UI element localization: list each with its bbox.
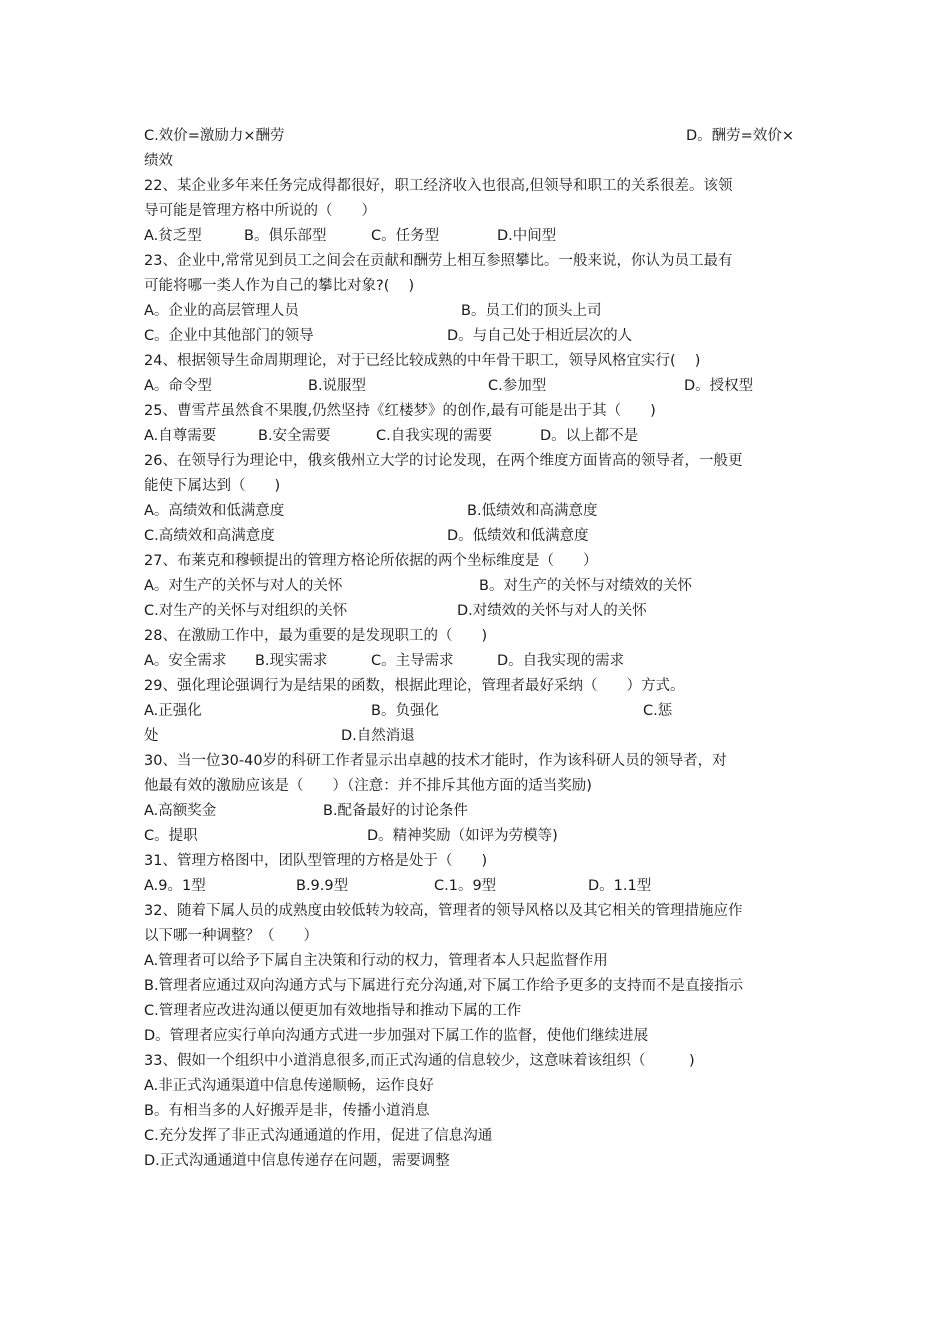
- answer-option: A。命令型: [144, 378, 212, 394]
- answer-option: B。有相当多的人好搬弄是非，传播小道消息: [144, 1103, 430, 1119]
- answer-option: C。任务型: [371, 228, 440, 244]
- answer-option: D。与自己处于相近层次的人: [447, 328, 633, 344]
- answer-option: C.对生产的关怀与对组织的关怀: [144, 603, 348, 619]
- text-line: 处: [144, 728, 159, 744]
- answer-option: C.惩: [643, 703, 673, 719]
- answer-option: B.现实需求: [255, 653, 328, 669]
- answer-option: C.1。9型: [434, 878, 497, 894]
- answer-option: D。1.1型: [588, 878, 652, 894]
- answer-option: C.效价=激励力×酬劳: [144, 128, 285, 144]
- answer-option: B.配备最好的讨论条件: [323, 803, 469, 819]
- answer-option: B.管理者应通过双向沟通方式与下属进行充分沟通,对下属工作给予更多的支持而不是直接指示: [144, 978, 744, 994]
- answer-option: C.自我实现的需要: [376, 428, 493, 444]
- answer-option: C.参加型: [488, 378, 547, 394]
- question-text-line: 31、管理方格图中，团队型管理的方格是处于（ ): [144, 853, 488, 869]
- answer-option: D。管理者应实行单向沟通方式进一步加强对下属工作的监督，使他们继续进展: [144, 1028, 649, 1044]
- answer-option: C。主导需求: [371, 653, 454, 669]
- answer-option: B。俱乐部型: [244, 228, 327, 244]
- answer-option: C.管理者应改进沟通以便更加有效地指导和推动下属的工作: [144, 1003, 522, 1019]
- answer-option: D。低绩效和低满意度: [447, 528, 589, 544]
- question-text-line: 27、布莱克和穆顿提出的管理方格论所依据的两个坐标维度是（ ）: [144, 553, 598, 569]
- answer-option: A。高绩效和低满意度: [144, 503, 285, 519]
- answer-option: B。对生产的关怀与对绩效的关怀: [479, 578, 692, 594]
- answer-option: D。酬劳=效价×: [686, 128, 794, 144]
- question-text-line: 23、企业中,常常见到员工之间会在贡献和酬劳上相互参照攀比。一般来说，你认为员工最有: [144, 253, 733, 269]
- question-text-line: 32、随着下属人员的成熟度由较低转为较高，管理者的领导风格以及其它相关的管理措施应作: [144, 903, 743, 919]
- answer-option: B.安全需要: [258, 428, 331, 444]
- answer-option: D.正式沟通通道中信息传递存在问题，需要调整: [144, 1153, 450, 1169]
- answer-option: D。以上都不是: [540, 428, 639, 444]
- answer-option: A。安全需求: [144, 653, 227, 669]
- question-text-line: 29、强化理论强调行为是结果的函数，根据此理论，管理者最好采纳（ ）方式。: [144, 678, 685, 694]
- answer-option: A.高额奖金: [144, 803, 217, 819]
- answer-option: A。对生产的关怀与对人的关怀: [144, 578, 343, 594]
- question-text-line: 28、在激励工作中，最为重要的是发现职工的（ ): [144, 628, 488, 644]
- question-text-line: 以下哪一种调整？（ ）: [144, 928, 318, 944]
- answer-option: B.说服型: [308, 378, 367, 394]
- question-text-line: 22、某企业多年来任务完成得都很好，职工经济收入也很高,但领导和职工的关系很差。该领: [144, 178, 733, 194]
- question-text-line: 能使下属达到（ ): [144, 478, 281, 494]
- answer-option: B.低绩效和高满意度: [467, 503, 598, 519]
- answer-option: C。提职: [144, 828, 198, 844]
- question-text-line: 24、根据领导生命周期理论，对于已经比较成熟的中年骨干职工，领导风格宜实行( ): [144, 353, 701, 369]
- answer-option: A.贫乏型: [144, 228, 202, 244]
- answer-option: B。员工们的顶头上司: [461, 303, 602, 319]
- answer-option: A.正强化: [144, 703, 202, 719]
- answer-option: A.自尊需要: [144, 428, 217, 444]
- answer-option: A.9。1型: [144, 878, 206, 894]
- question-text-line: 30、当一位30-40岁的科研工作者显示出卓越的技术才能时，作为该科研人员的领导者，对: [144, 753, 727, 769]
- question-text-line: 25、曹雪芹虽然食不果腹,仍然坚持《红楼梦》的创作,最有可能是出于其（ ): [144, 403, 656, 419]
- answer-option: C.高绩效和高满意度: [144, 528, 275, 544]
- question-text-line: 33、假如一个组织中小道消息很多,而正式沟通的信息较少，这意味着该组织（ ): [144, 1053, 695, 1069]
- answer-option: A。企业的高层管理人员: [144, 303, 299, 319]
- question-text-line: 26、在领导行为理论中，俄亥俄州立大学的讨论发现，在两个维度方面皆高的领导者，一般更: [144, 453, 743, 469]
- answer-option: A.管理者可以给予下属自主决策和行动的权力，管理者本人只起监督作用: [144, 953, 608, 969]
- answer-option: D。授权型: [684, 378, 754, 394]
- answer-option: D。精神奖励（如评为劳模等): [367, 828, 558, 844]
- text-line: 绩效: [144, 153, 173, 169]
- answer-option: D.自然消退: [341, 728, 415, 744]
- answer-option: B。负强化: [371, 703, 439, 719]
- answer-option: D。自我实现的需求: [497, 653, 625, 669]
- answer-option: D.中间型: [497, 228, 557, 244]
- question-text-line: 导可能是管理方格中所说的（ ）: [144, 203, 376, 219]
- answer-option: C。企业中其他部门的领导: [144, 328, 314, 344]
- answer-option: A.非正式沟通渠道中信息传递顺畅，运作良好: [144, 1078, 434, 1094]
- answer-option: D.对绩效的关怀与对人的关怀: [457, 603, 647, 619]
- question-text-line: 他最有效的激励应该是（ ）（注意：并不排斥其他方面的适当奖励): [144, 778, 592, 794]
- answer-option: C.充分发挥了非正式沟通通道的作用，促进了信息沟通: [144, 1128, 493, 1144]
- answer-option: B.9.9型: [296, 878, 349, 894]
- question-text-line: 可能将哪一类人作为自己的攀比对象?( ): [144, 278, 415, 294]
